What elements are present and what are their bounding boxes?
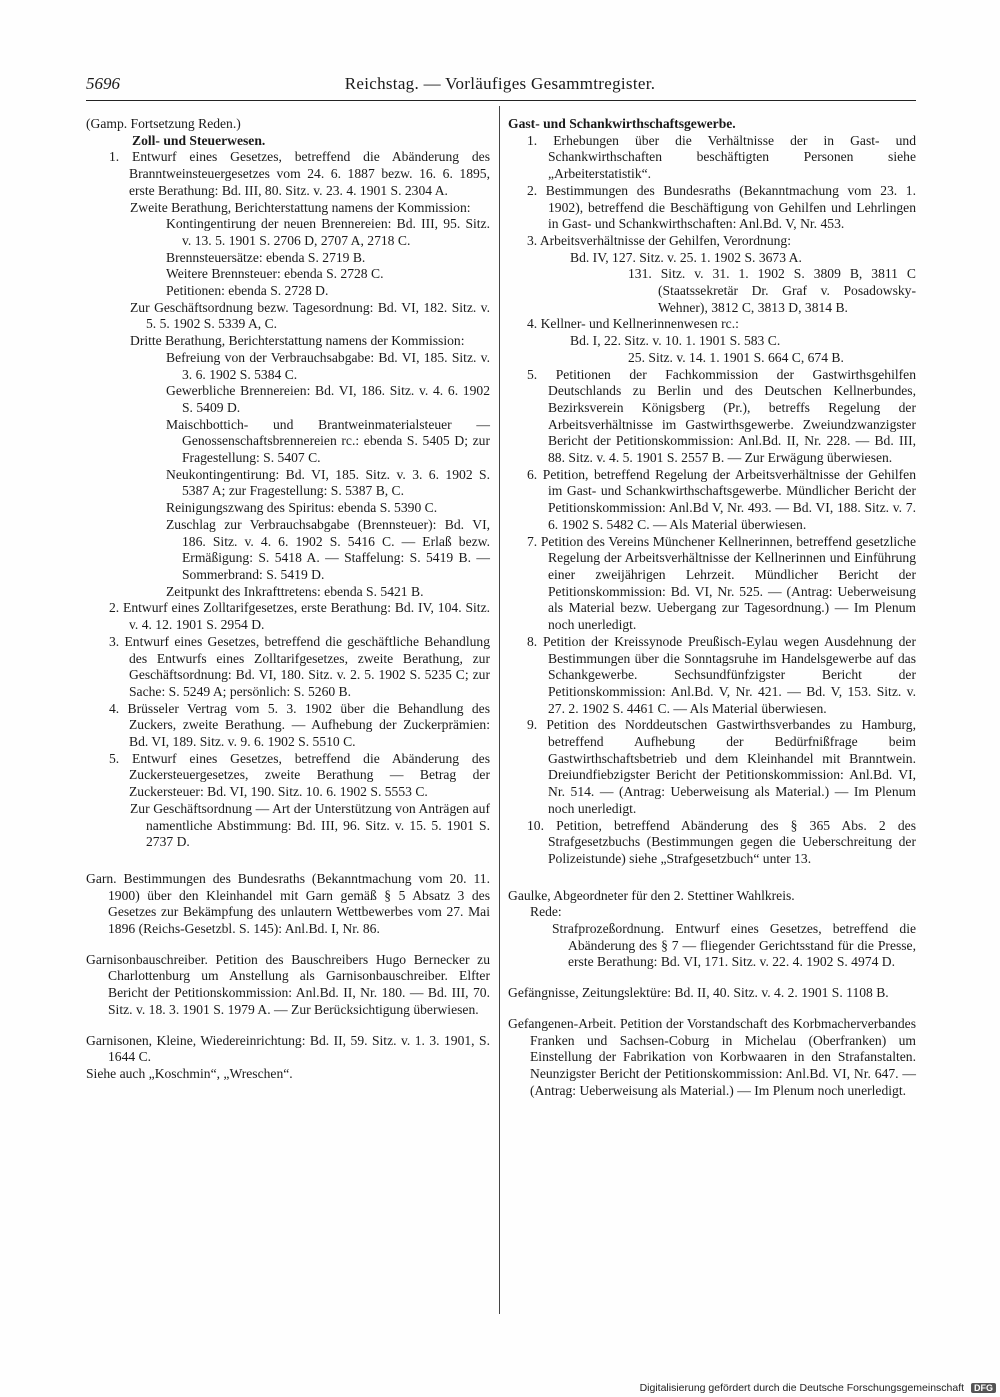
entry-garn: Garn. Bestimmungen des Bundesraths (Bekanntmachung vom 20. 11. 1900) über den Kleinhandel mit Garn gemäß § 5 Absatz 3 des Gesetzes zur Bekämpfung des unlautern Wettbewerbes vom 27. Mai 1896 (Reichs-Gesetzbl. S. 145): Anl.Bd. I, Nr. 86. [86, 870, 490, 937]
heading-gast: Gast- und Schankwirthschaftsgewerbe. [508, 116, 736, 131]
page-number: 5696 [86, 74, 120, 93]
entry-gefaengnisse: Gefängnisse, Zeitungslektüre: Bd. II, 40. Sitz. v. 4. 2. 1901 S. 1108 B. [508, 985, 889, 1001]
footer [640, 1382, 996, 1394]
index-subitem: Strafprozeßordnung. Entwurf eines Gesetzes, betreffend die Abänderung des § 7 — fliegender Gerichtsstand für die Presse, erste Berathung: Bd. VI, 171. Sitz. v. 22. 4. 1902 S. 4974 D. [552, 921, 916, 970]
footer-credit: Digitalisierung gefördert durch die Deutsche Forschungsgemeinschaft [639, 1382, 965, 1394]
index-item: 1. Erhebungen über die Verhältnisse der in Gast- und Schankwirthschaften beschäftigten Personen siehe „Arbeiterstatistik“. [527, 132, 916, 182]
subheading-zoll: Zoll- und Steuerwesen. [132, 132, 266, 148]
index-subitem: Zur Geschäftsordnung bezw. Tagesordnung: Bd. VI, 182. Sitz. v. 5. 5. 1902 S. 5339 A, C. [130, 299, 490, 332]
index-subitem: Befreiung von der Verbrauchsabgabe: Bd. VI, 185. Sitz. v. 3. 6. 1902 S. 5384 C. [166, 349, 490, 382]
index-item: 9. Petition des Norddeutschen Gastwirthsverbandes zu Hamburg, betreffend Aufhebung der Bedürfnißfrage beim Gastwirthschaftsbetrieb und dem Kleinhandel mit Branntwein. Dreiundfiebzigster Bericht der Petitionskommission: Anl.Bd. VI, Nr. 514. — (Antrag: Ueberweisung als Material.) — Im Plenum noch unerledigt. [527, 717, 916, 816]
index-item: 2. Entwurf eines Zolltarifgesetzes, erste Berathung: Bd. IV, 104. Sitz. v. 4. 12. 1901 S. 2954 D. [109, 600, 490, 633]
index-subitem: Zweite Berathung, Berichterstattung namens der Kommission: [130, 199, 471, 215]
index-subitem: Petitionen: ebenda S. 2728 D. [166, 283, 329, 299]
entry-gaulke: Gaulke, Abgeordneter für den 2. Stettiner Wahlkreis. [508, 887, 795, 903]
index-subitem: Bd. I, 22. Sitz. v. 10. 1. 1901 S. 583 C. [570, 333, 781, 349]
page-header [86, 74, 914, 100]
dfg-logo-icon: DFG [971, 1383, 996, 1393]
index-item: 8. Petition der Kreissynode Preußisch-Eylau wegen Ausdehnung der Bestimmungen über die Sonntagsruhe im Handelsgewerbe auf das Schankgewerbe. Sechsundfünfzigster Bericht der Petitionskommission: Anl.Bd. V, Nr. 421. — Bd. V, 153. Sitz. v. 27. 2. 1902 S. 4461 C. — Als Material überwiesen. [527, 633, 916, 716]
index-subitem: Brennsteuersätze: ebenda S. 2719 B. [166, 249, 366, 265]
index-subitem: Neukontingentirung: Bd. VI, 185. Sitz. v. 3. 6. 1902 S. 5387 A; zur Fragestellung: S. 5387 B, C. [166, 466, 490, 499]
index-item: 7. Petition des Vereins Münchener Kellnerinnen, betreffend gesetzliche Regelung der Arbeitsverhältnisse der Kellnerinnen und Einführung einer zweijährigen Lehrzeit. Mündlicher Bericht der Petitionskommission: Bd. VI, Nr. 525. — (Antrag: Ueberweisung als Material bezw. Uebergang zur Tagesordnung.) — Im Plenum noch unerledigt. [527, 533, 916, 633]
index-subitem: Kontingentirung der neuen Brennereien: Bd. III, 95. Sitz. v. 13. 5. 1901 S. 2706 D, 2707 A, 2718 C. [166, 216, 490, 248]
index-subitem: Gewerbliche Brennereien: Bd. VI, 186. Sitz. v. 4. 6. 1902 S. 5409 D. [166, 383, 490, 415]
index-subitem: Weitere Brennsteuer: ebenda S. 2728 C. [166, 266, 384, 282]
index-item: 4. Brüsseler Vertrag vom 5. 3. 1902 über die Behandlung des Zuckers, zweite Berathung. — Aufhebung der Zuckerprämien: Bd. VI, 189. Sitz. v. 9. 6. 1902 S. 5510 C. [109, 700, 490, 750]
running-title: Reichstag. — Vorläufiges Gesammtregister. [344, 74, 656, 93]
index-subitem: Zur Geschäftsordnung — Art der Unterstützung von Anträgen auf namentliche Abstimmung: Bd. III, 96. Sitz. v. 15. 5. 1901 S. 2737 D. [130, 800, 490, 850]
index-item: 1. Entwurf eines Gesetzes, betreffend die Abänderung des Branntweinsteuergesetzes vom 24. 6. 1887 bezw. 16. 6. 1895, erste Berathung: Bd. III, 80. Sitz. v. 23. 4. 1901 S. 2304 A. [109, 149, 490, 198]
index-subitem: Zuschlag zur Verbrauchsabgabe (Brennsteuer): Bd. VI, 186. Sitz. v. 4. 6. 1902 S. 5416 C. — Erlaß bezw. Ermäßigung: S. 5418 A. — Staffelung: S. 5419 B. — Sommerbrand: S. 5419 D. [166, 516, 490, 582]
see-also: Siehe auch „Koschmin“, „Wreschen“. [86, 1065, 293, 1081]
rede-label: Rede: [530, 904, 562, 920]
index-subitem: Reinigungszwang des Spiritus: ebenda S. 5390 C. [166, 500, 438, 516]
index-item: 2. Bestimmungen des Bundesraths (Bekanntmachung vom 23. 1. 1902), betreffend die Beschäftigung von Gehilfen und Lehrlingen in Gast- und Schankwirthschaften: Anl.Bd. V, Nr. 453. [527, 182, 916, 232]
index-subitem: Bd. IV, 127. Sitz. v. 25. 1. 1902 S. 3673 A. [570, 249, 802, 265]
index-item: 4. Kellner- und Kellnerinnenwesen rc.: [527, 316, 739, 332]
right-column [508, 116, 916, 1099]
entry-garnisonbauschreiber: Garnisonbauschreiber. Petition des Bauschreibers Hugo Bernecker zu Charlottenburg um Anstellung als Garnisonbauschreiber. Elfter Bericht der Petitionskommission: Anl.Bd. II, Nr. 180. — Bd. III, 70. Sitz. v. 18. 3. 1901 S. 1979 A. — Zur Berücksichtigung überwiesen. [86, 951, 490, 1017]
index-subitem: Maischbottich- und Brantweinmaterialsteuer — Genossenschaftsbrennereien rc.: ebenda S. 5405 D; zur Fragestellung: S. 5407 C. [166, 416, 490, 466]
entry-garnisonen: Garnisonen, Kleine, Wiedereinrichtung: Bd. II, 59. Sitz. v. 1. 3. 1901, S. 1644 C. [86, 1032, 490, 1065]
index-subitem: Zeitpunkt des Inkrafttretens: ebenda S. 5421 B. [166, 583, 424, 599]
index-subitem: Dritte Berathung, Berichterstattung namens der Kommission: [130, 333, 465, 349]
index-item: 3. Arbeitsverhältnisse der Gehilfen, Verordnung: [527, 232, 792, 248]
index-item: 5. Petitionen der Fachkommission der Gastwirthsgehilfen Deutschlands zu Berlin und des Deutschen Kellnerbundes, Bezirksverein Königsberg (Pr.), betreffs Regelung der Arbeitsverhältnisse im Gastwirthsgewerbe. Zweiundzwanzigster Bericht der Petitionskommission: Anl.Bd. II, Nr. 228. — Bd. III, 88. Sitz. v. 4. 5. 1901 S. 2557 B. — Zur Erwägung überwiesen. [527, 366, 916, 466]
left-column [86, 116, 490, 1083]
index-item: 10. Petition, betreffend Abänderung des § 365 Abs. 2 des Strafgesetzbuchs (Bestimmungen gegen die Ueberschreitung der Polizeistunde) siehe „Strafgesetzbuch“ unter 13. [527, 817, 916, 866]
index-item: 6. Petition, betreffend Regelung der Arbeitsverhältnisse der Gehilfen im Gast- und Schankwirthschaftsgewerbe. Mündlicher Bericht der Petitionskommission: Anl.Bd V, Nr. 493. — Bd. VI, 188. Sitz. v. 7. 6. 1902 S. 5482 C. — Als Material überwiesen. [527, 466, 916, 532]
column-divider [499, 106, 500, 1314]
index-item: 3. Entwurf eines Gesetzes, betreffend die geschäftliche Behandlung des Entwurfs eines Zolltarifgesetzes, zweite Berathung, zur Geschäftsordnung: Bd. VI, 180. Sitz. v. 2. 5. 1902 S. 5235 C; zur Sache: S. 5249 A; persönlich: S. 5260 B. [109, 633, 490, 699]
index-subitem: 25. Sitz. v. 14. 1. 1901 S. 664 C, 674 B. [628, 349, 844, 365]
entry-gefangenen-arbeit: Gefangenen-Arbeit. Petition der Vorstandschaft des Korbmacherverbandes Franken und Sachsen-Coburg in Michelau (Oberfranken) um Einstellung der Fabrikation von Korbwaaren in den Strafanstalten. Neunzigster Bericht der Petitionskommission: Anl.Bd. VI, Nr. 647. — (Antrag: Ueberweisung als Material.) — Im Plenum noch unerledigt. [508, 1015, 916, 1098]
continuation-note: (Gamp. Fortsetzung Reden.) [86, 116, 241, 131]
index-item: 5. Entwurf eines Gesetzes, betreffend die Abänderung des Zuckersteuergesetzes, zweite Berathung — Betrag der Zuckersteuer: Bd. VI, 190. Sitz. 10. 6. 1902 S. 5553 C. [109, 750, 490, 800]
index-subitem: 131. Sitz. v. 31. 1. 1902 S. 3809 B, 3811 C (Staatssekretär Dr. Graf v. Posadowsky-Wehner), 3812 C, 3813 D, 3814 B. [628, 266, 916, 315]
header-rule [86, 100, 916, 101]
